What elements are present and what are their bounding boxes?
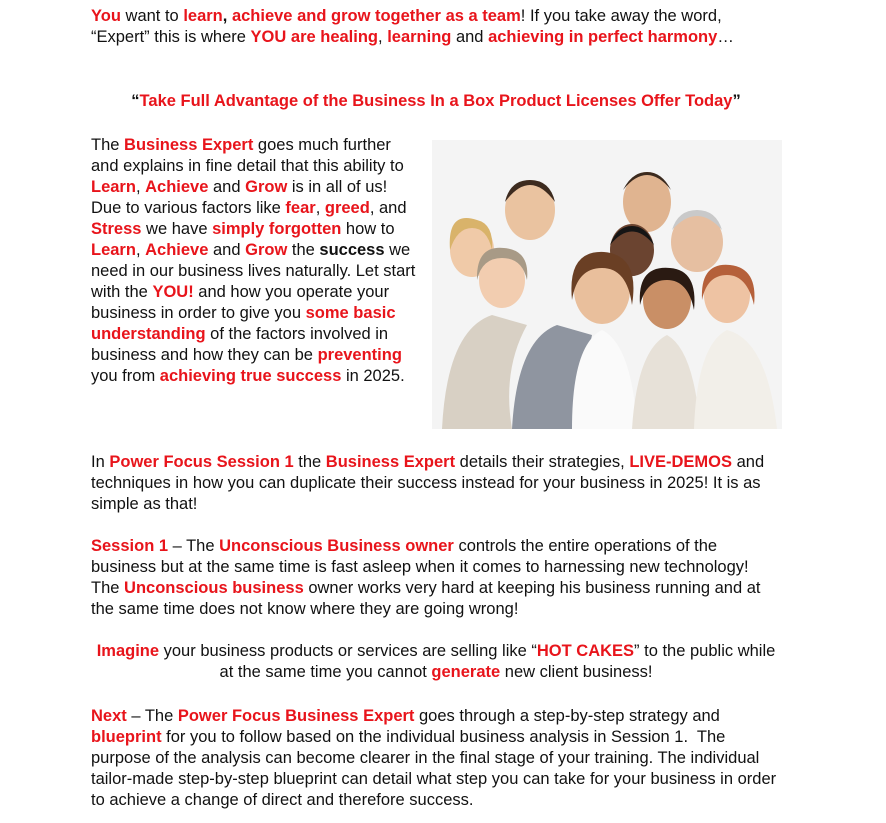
intro-paragraph: You want to learn, achieve and grow together as a team! If you take away the word, “Expert” this is where YOU are healing, learning and achieving in perfect harmony…	[91, 7, 734, 46]
power-focus-session-paragraph: In Power Focus Session 1 the Business Expert details their strategies, LIVE-DEMOS and techniques in how you can duplicate their success instead for your business in 2025! It is as simple as that!	[91, 453, 765, 513]
offer-headline: “Take Full Advantage of the Business In a Box Product Licenses Offer Today”	[131, 92, 741, 110]
session-1-paragraph: Session 1 – The Unconscious Business owner controls the entire operations of the business but at the same time is fast asleep when it comes to harnessing new technology! The Unconscious business owner works very hard at keeping his business running and at the same time does not know where they are going wrong!	[91, 537, 761, 618]
next-paragraph: Next – The Power Focus Business Expert goes through a step-by-step strategy and blueprint for you to follow based on the individual business analysis in Session 1. The purpose of the analysis can become clearer in the final stage of your training. The individual tailor-made step-by-step blueprint can detail what step you can take for your business in order to achieve a change of direct and therefore success.	[91, 707, 777, 809]
business-expert-paragraph: The Business Expert goes much further and explains in fine detail that this ability to Learn, Achieve and Grow is in all of us! Due to various factors like fear, greed, and Stress we have simply forgotten how to Learn, Achieve and Grow the success we need in our business lives naturally. Let start with the YOU! and how you operate your business in order to give you some basic understanding of the factors involved in business and how they can be preventing you from achieving true success in 2025.	[91, 136, 416, 385]
team-photo-illustration	[432, 140, 782, 429]
imagine-paragraph: Imagine your business products or services are selling like “HOT CAKES” to the public while at the same time you cannot generate new client business!	[96, 642, 776, 681]
team-photo	[432, 140, 782, 429]
